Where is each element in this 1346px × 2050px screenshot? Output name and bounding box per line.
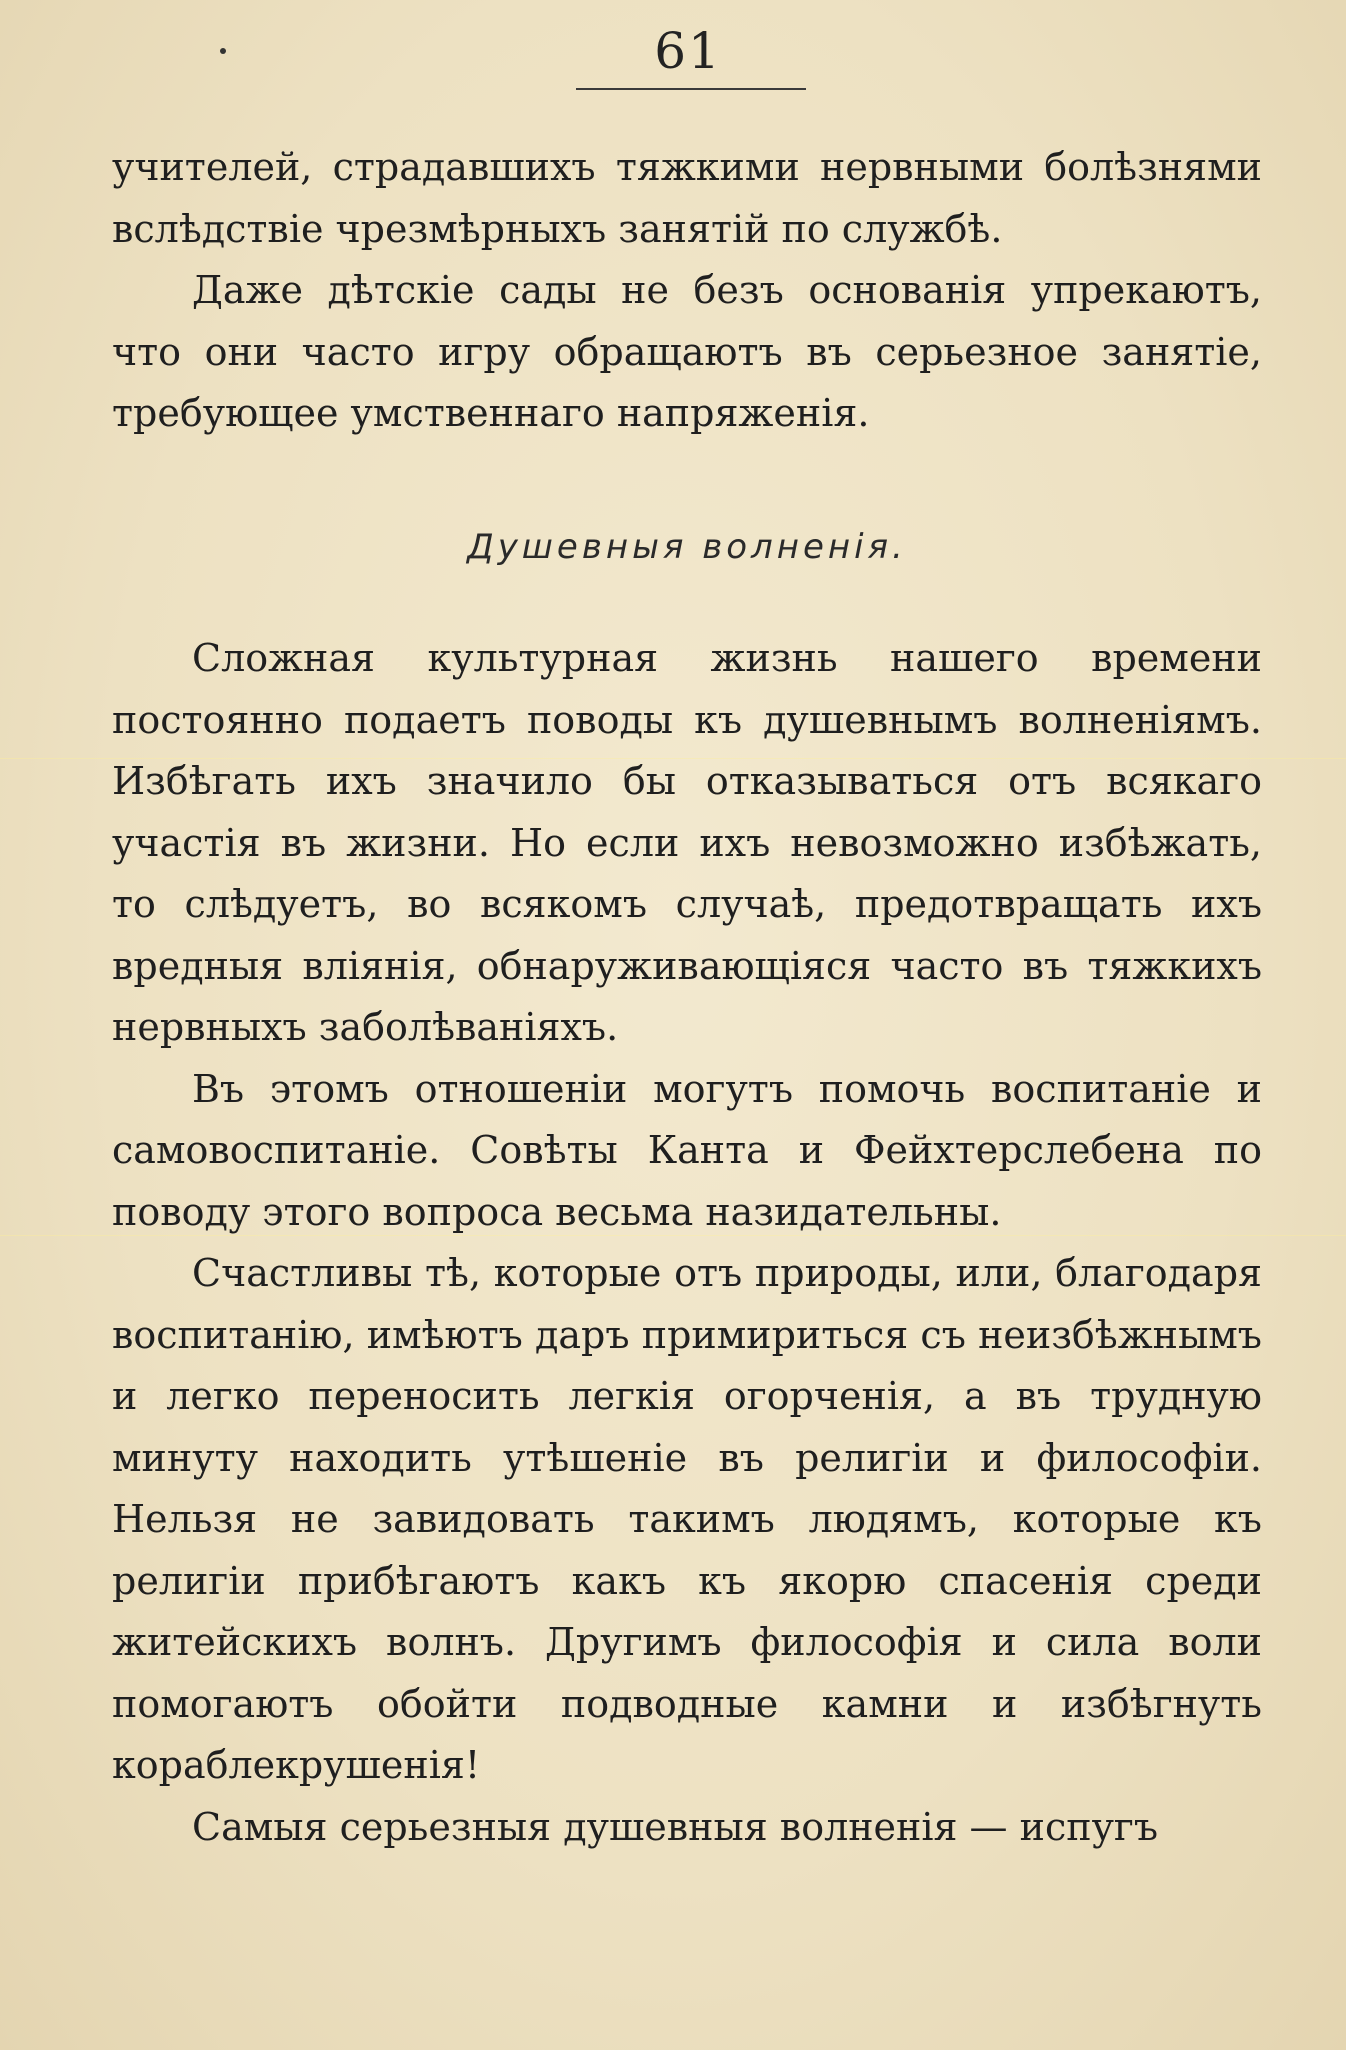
section-paragraph-3: Счастливы тѣ, которые отъ природы, или, благодаря воспитанію, имѣютъ даръ примириться съ неизбѣжнымъ и легко переносить легкія огорченія, а въ трудную минуту находить утѣшеніе въ религіи и философіи. Нельзя не завидовать такимъ людямъ, которые къ религіи прибѣгаютъ какъ къ якорю спасенія среди житейскихъ волнъ. Другимъ философія и сила воли помогаютъ обойти подводные камни и избѣгнуть кораблекрушенія! — [112, 1251, 1262, 1787]
intro-text — [112, 137, 1262, 445]
section-paragraph-4: Самыя серьезныя душевныя волненія — испугъ — [192, 1804, 1159, 1849]
page-number: 61 — [654, 22, 722, 80]
print-mark — [220, 48, 226, 54]
section-heading: Душевныя волненія. — [467, 527, 907, 567]
intro-paragraph-2: Даже дѣтскіе сады не безъ основанія упрекаютъ, что они часто игру обращаютъ въ серьезное занятіе, требующее умственнаго напряженія. — [112, 268, 1262, 435]
section-text — [112, 628, 1262, 1858]
section-paragraph-1: Сложная культурная жизнь нашего времени постоянно подаетъ поводы къ душевнымъ волненіямъ. Избѣгать ихъ значило бы отказываться отъ всякаго участія въ жизни. Но если ихъ невозможно избѣжать, то слѣдуетъ, во всякомъ случаѣ, предотвращать ихъ вредныя вліянія, обнаруживающіяся часто въ тяжкихъ нервныхъ заболѣваніяхъ. — [112, 636, 1262, 1049]
header-rule — [576, 88, 806, 90]
section-paragraph-2: Въ этомъ отношеніи могутъ помочь воспитаніе и самовоспитаніе. Совѣты Канта и Фейхтерслебена по поводу этого вопроса весьма назидательны. — [112, 1066, 1262, 1234]
intro-paragraph-1: учителей, страдавшихъ тяжкими нервными болѣзнями вслѣдствіе чрезмѣрныхъ занятій по службѣ. — [112, 145, 1262, 251]
